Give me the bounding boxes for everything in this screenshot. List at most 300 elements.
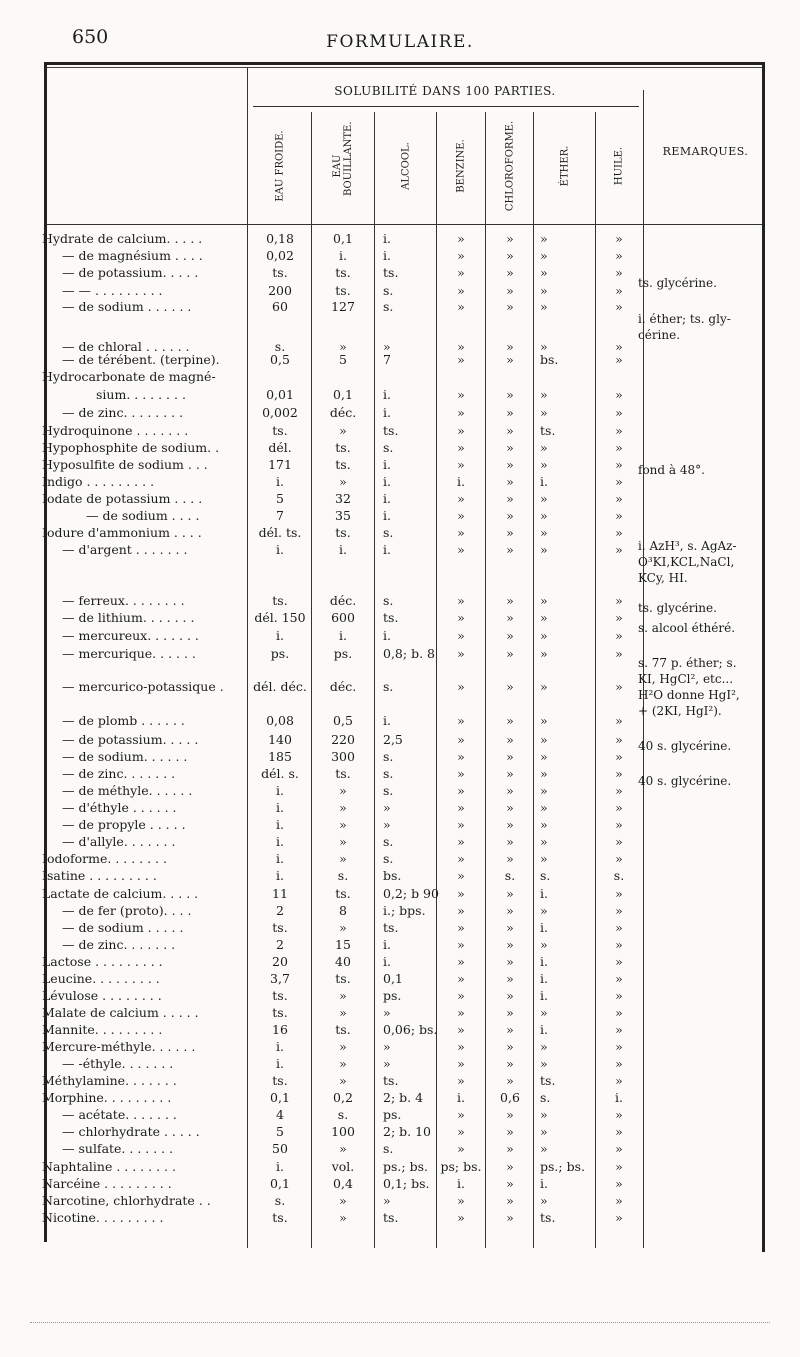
solubility-cell-huile: »	[615, 542, 623, 557]
table-top-rule-thin	[46, 67, 764, 68]
table-row	[0, 1175, 800, 1192]
solubility-cell-huile: »	[615, 1210, 623, 1225]
solubility-cell-chloroforme: »	[506, 339, 514, 354]
solubility-cell-huile: »	[615, 231, 623, 246]
solubility-cell-chloroforme: »	[506, 1176, 514, 1191]
compound-name: — de méthyle. . . . . .	[62, 783, 193, 798]
solubility-cell-éther: »	[540, 283, 548, 298]
table-row	[0, 1004, 800, 1021]
solubility-cell-eau-bouillante: ts.	[335, 1022, 351, 1037]
solubility-cell-benzine: »	[457, 299, 465, 314]
solubility-cell-eau-bouillante: 0,1	[333, 231, 353, 246]
solubility-cell-benzine: »	[457, 1039, 465, 1054]
table-row	[0, 833, 800, 850]
solubility-cell-eau-bouillante: déc.	[329, 593, 357, 608]
solubility-cell-alcool: ps.	[383, 1107, 402, 1122]
compound-name: Lactose . . . . . . . . .	[42, 954, 163, 969]
page-number: 650	[72, 26, 109, 48]
solubility-cell-chloroforme: »	[506, 783, 514, 798]
solubility-cell-chloroforme: »	[506, 679, 514, 694]
solubility-cell-chloroforme: »	[506, 525, 514, 540]
solubility-cell-chloroforme: »	[506, 1107, 514, 1122]
solubility-cell-benzine: »	[457, 423, 465, 438]
solubility-cell-chloroforme: »	[506, 766, 514, 781]
table-row	[0, 919, 800, 936]
compound-name: Naphtaline . . . . . . . .	[42, 1159, 176, 1174]
solubility-cell-chloroforme: »	[506, 457, 514, 472]
solubility-cell-alcool: »	[383, 800, 391, 815]
compound-name: — de sodium . . . . .	[62, 920, 184, 935]
solubility-cell-éther: »	[540, 851, 548, 866]
solubility-cell-alcool: i.	[383, 231, 391, 246]
remark-text: i. éther; ts. gly- cérine.	[638, 312, 731, 342]
solubility-cell-eau-bouillante: »	[339, 1005, 347, 1020]
col-header-eau-bouillante	[313, 112, 373, 220]
solubility-cell-benzine: »	[457, 988, 465, 1003]
solubility-cell-éther: s.	[540, 1090, 551, 1105]
solubility-cell-chloroforme: »	[506, 1159, 514, 1174]
solubility-cell-alcool: i.	[383, 954, 391, 969]
solubility-cell-benzine: »	[457, 231, 465, 246]
solubility-cell-eau-bouillante: 0,4	[333, 1176, 353, 1191]
solubility-cell-benzine: »	[457, 248, 465, 263]
table-row	[0, 1055, 800, 1072]
col-header-label: HUILE.	[613, 146, 625, 186]
solubility-cell-alcool: i.; bps.	[383, 903, 426, 918]
solubility-cell-eau-froide: 4	[276, 1107, 284, 1122]
solubility-cell-eau-froide: 140	[268, 732, 292, 747]
compound-name: — ferreux. . . . . . . .	[62, 593, 185, 608]
solubility-cell-eau-froide: 2	[276, 937, 284, 952]
solubility-cell-huile: »	[615, 1056, 623, 1071]
solubility-cell-eau-bouillante: 8	[339, 903, 347, 918]
table-row	[0, 490, 800, 507]
solubility-cell-alcool: s.	[383, 440, 394, 455]
solubility-cell-benzine: »	[457, 646, 465, 661]
solubility-cell-eau-froide: dél. s.	[261, 766, 299, 781]
solubility-cell-huile: »	[615, 1005, 623, 1020]
compound-name: Hydroquinone . . . . . . .	[42, 423, 189, 438]
table-row	[0, 1021, 800, 1038]
solubility-cell-eau-bouillante: i.	[339, 542, 347, 557]
solubility-cell-benzine: »	[457, 525, 465, 540]
solubility-cell-eau-bouillante: »	[339, 817, 347, 832]
solubility-cell-chloroforme: »	[506, 491, 514, 506]
solubility-cell-chloroforme: »	[506, 800, 514, 815]
solubility-cell-huile: »	[615, 646, 623, 661]
solubility-cell-eau-froide: ts.	[272, 423, 288, 438]
col-header-label: ALCOOL.	[400, 142, 412, 190]
solubility-cell-eau-bouillante: 0,1	[333, 387, 353, 402]
solubility-cell-chloroforme: »	[506, 1005, 514, 1020]
table-row	[0, 507, 800, 524]
solubility-cell-huile: »	[615, 352, 623, 367]
solubility-cell-chloroforme: »	[506, 423, 514, 438]
solubility-cell-éther: i.	[540, 988, 548, 1003]
group-header-rule	[253, 106, 639, 107]
solubility-cell-eau-froide: ps.	[270, 646, 290, 661]
solubility-cell-benzine: »	[457, 628, 465, 643]
solubility-cell-éther: ps.; bs.	[540, 1159, 585, 1174]
solubility-cell-eau-froide: 0,01	[266, 387, 294, 402]
solubility-cell-huile: »	[615, 1176, 623, 1191]
solubility-cell-éther: i.	[540, 971, 548, 986]
solubility-cell-eau-froide: i.	[276, 868, 284, 883]
solubility-cell-alcool: i.	[383, 491, 391, 506]
remark-text: ts. glycérine.	[638, 601, 717, 615]
solubility-cell-benzine: »	[457, 265, 465, 280]
compound-name: Iodure d'ammonium . . . .	[42, 525, 202, 540]
solubility-cell-benzine: »	[457, 339, 465, 354]
table-row	[0, 816, 800, 833]
solubility-cell-huile: »	[615, 800, 623, 815]
solubility-cell-chloroforme: »	[506, 1022, 514, 1037]
solubility-cell-chloroforme: »	[506, 299, 514, 314]
solubility-cell-chloroforme: »	[506, 474, 514, 489]
solubility-cell-éther: »	[540, 1124, 548, 1139]
solubility-cell-eau-froide: 3,7	[270, 971, 290, 986]
solubility-cell-eau-bouillante: »	[339, 834, 347, 849]
solubility-cell-huile: »	[615, 1141, 623, 1156]
solubility-cell-eau-bouillante: 15	[335, 937, 351, 952]
solubility-cell-éther: »	[540, 1039, 548, 1054]
compound-name: Hydrocarbonate de magné-	[42, 369, 216, 384]
solubility-cell-eau-bouillante: s.	[337, 868, 349, 883]
solubility-cell-huile: s.	[613, 868, 625, 883]
solubility-cell-eau-froide: i.	[276, 542, 284, 557]
solubility-cell-chloroforme: »	[506, 954, 514, 969]
table-row	[0, 953, 800, 970]
solubility-cell-chloroforme: »	[506, 971, 514, 986]
compound-name: — de zinc. . . . . . .	[62, 937, 176, 952]
solubility-cell-chloroforme: »	[506, 283, 514, 298]
solubility-cell-eau-froide: i.	[276, 1056, 284, 1071]
solubility-cell-chloroforme: »	[506, 440, 514, 455]
solubility-cell-alcool: i.	[383, 628, 391, 643]
solubility-cell-eau-bouillante: s.	[337, 1107, 349, 1122]
solubility-cell-eau-bouillante: »	[339, 423, 347, 438]
solubility-cell-alcool: 2; b. 10	[383, 1124, 431, 1139]
solubility-cell-huile: »	[615, 299, 623, 314]
table-top-rule	[46, 62, 764, 65]
solubility-cell-huile: »	[615, 1039, 623, 1054]
solubility-cell-éther: »	[540, 713, 548, 728]
solubility-cell-eau-froide: 5	[276, 491, 284, 506]
remark-text: i. AzH³, s. AgAz- O³KI,KCL,NaCl, KCy, HI.	[638, 539, 737, 585]
solubility-cell-eau-froide: 185	[268, 749, 292, 764]
solubility-cell-eau-froide: i.	[276, 783, 284, 798]
solubility-cell-éther: »	[540, 766, 548, 781]
solubility-cell-huile: »	[615, 1193, 623, 1208]
solubility-cell-alcool: ts.	[383, 610, 399, 625]
compound-name: Narcotine, chlorhydrate . .	[42, 1193, 211, 1208]
solubility-cell-eau-bouillante: »	[339, 339, 347, 354]
col-header-huile	[597, 112, 641, 220]
compound-name: — de propyle . . . . .	[62, 817, 186, 832]
table-row	[0, 1140, 800, 1157]
solubility-cell-éther: ts.	[540, 1073, 556, 1088]
solubility-cell-éther: »	[540, 628, 548, 643]
solubility-cell-benzine: »	[457, 868, 465, 883]
solubility-cell-éther: »	[540, 834, 548, 849]
compound-name: — de potassium. . . . .	[62, 265, 199, 280]
solubility-cell-chloroforme: »	[506, 713, 514, 728]
solubility-cell-eau-froide: ts.	[272, 1210, 288, 1225]
solubility-cell-eau-froide: 0,18	[266, 231, 294, 246]
compound-name: — de fer (proto). . . .	[62, 903, 192, 918]
solubility-cell-huile: »	[615, 937, 623, 952]
compound-name: Hyposulfite de sodium . . .	[42, 457, 208, 472]
solubility-cell-huile: »	[615, 766, 623, 781]
solubility-cell-huile: »	[615, 283, 623, 298]
solubility-cell-chloroforme: »	[506, 628, 514, 643]
solubility-cell-benzine: »	[457, 1022, 465, 1037]
solubility-cell-benzine: »	[457, 783, 465, 798]
table-row	[0, 799, 800, 816]
solubility-cell-huile: »	[615, 405, 623, 420]
compound-name: — de zinc. . . . . . .	[62, 766, 176, 781]
compound-name: — de plomb . . . . . .	[62, 713, 185, 728]
solubility-cell-huile: »	[615, 713, 623, 728]
solubility-cell-eau-bouillante: i.	[339, 628, 347, 643]
solubility-cell-huile: »	[615, 954, 623, 969]
compound-name: Hypophosphite de sodium. .	[42, 440, 220, 455]
solubility-cell-eau-bouillante: ps.	[333, 646, 353, 661]
solubility-cell-eau-froide: 5	[276, 1124, 284, 1139]
solubility-cell-chloroforme: »	[506, 593, 514, 608]
solubility-cell-eau-froide: 50	[272, 1141, 288, 1156]
solubility-cell-éther: »	[540, 1141, 548, 1156]
solubility-cell-éther: ts.	[540, 1210, 556, 1225]
table-row	[0, 1123, 800, 1140]
table-row	[0, 1038, 800, 1055]
solubility-cell-benzine: »	[457, 851, 465, 866]
solubility-cell-huile: »	[615, 265, 623, 280]
compound-name: Malate de calcium . . . . .	[42, 1005, 199, 1020]
solubility-cell-alcool: i.	[383, 405, 391, 420]
solubility-cell-éther: »	[540, 646, 548, 661]
footer-rule	[30, 1322, 770, 1324]
compound-name: Indigo . . . . . . . . .	[42, 474, 155, 489]
compound-name: — mercurique. . . . . .	[62, 646, 196, 661]
solubility-cell-alcool: i.	[383, 474, 391, 489]
solubility-cell-eau-froide: 20	[272, 954, 288, 969]
solubility-cell-huile: »	[615, 1107, 623, 1122]
col-header-ether	[535, 112, 595, 220]
solubility-cell-benzine: »	[457, 1124, 465, 1139]
solubility-cell-alcool: »	[383, 817, 391, 832]
compound-name: — -éthyle. . . . . . .	[62, 1056, 174, 1071]
compound-name: Hydrate de calcium. . . . .	[42, 231, 203, 246]
col-header-label: EAU BOUILLANTE.	[332, 121, 354, 196]
solubility-cell-eau-froide: s.	[274, 339, 286, 354]
compound-name: — de magnésium . . . .	[62, 248, 203, 263]
solubility-cell-éther: i.	[540, 920, 548, 935]
solubility-cell-eau-bouillante: 300	[331, 749, 355, 764]
solubility-cell-chloroforme: »	[506, 508, 514, 523]
solubility-cell-eau-froide: 200	[268, 283, 292, 298]
solubility-cell-benzine: »	[457, 1056, 465, 1071]
solubility-cell-benzine: »	[457, 1073, 465, 1088]
solubility-cell-chloroforme: »	[506, 749, 514, 764]
solubility-cell-benzine: »	[457, 817, 465, 832]
solubility-cell-eau-froide: i.	[276, 1039, 284, 1054]
solubility-cell-chloroforme: »	[506, 920, 514, 935]
solubility-cell-alcool: ps.; bs.	[383, 1159, 428, 1174]
solubility-cell-éther: »	[540, 231, 548, 246]
solubility-cell-eau-bouillante: 127	[331, 299, 355, 314]
solubility-cell-alcool: s.	[383, 525, 394, 540]
solubility-cell-eau-bouillante: »	[339, 920, 347, 935]
table-row	[0, 247, 800, 264]
solubility-cell-éther: i.	[540, 1176, 548, 1191]
remark-text: 40 s. glycérine.	[638, 774, 732, 788]
solubility-cell-benzine: »	[457, 749, 465, 764]
solubility-cell-alcool: 0,2; b 90	[383, 886, 439, 901]
remarks-header: REMARQUES.	[662, 145, 749, 158]
solubility-cell-eau-bouillante: ts.	[335, 525, 351, 540]
solubility-cell-benzine: »	[457, 937, 465, 952]
solubility-cell-alcool: i.	[383, 713, 391, 728]
solubility-cell-eau-froide: 0,1	[270, 1176, 290, 1191]
col-header-label: CHLOROFORME.	[504, 120, 516, 212]
solubility-cell-eau-bouillante: 35	[335, 508, 351, 523]
solubility-cell-chloroforme: »	[506, 542, 514, 557]
solubility-cell-alcool: 0,1; bs.	[383, 1176, 430, 1191]
remark-text: s. 77 p. éther; s. KI, HgCl², etc... H²O donne HgI², + (2KI, HgI²).	[638, 656, 740, 718]
table-row	[0, 1192, 800, 1209]
solubility-group-title: SOLUBILITÉ DANS 100 PARTIES.	[334, 84, 556, 98]
solubility-cell-benzine: »	[457, 920, 465, 935]
solubility-cell-eau-bouillante: »	[339, 1210, 347, 1225]
solubility-cell-chloroforme: »	[506, 352, 514, 367]
solubility-cell-eau-froide: ts.	[272, 920, 288, 935]
compound-name: — mercureux. . . . . . .	[62, 628, 199, 643]
solubility-cell-alcool: s.	[383, 766, 394, 781]
table-row	[0, 386, 800, 403]
solubility-cell-huile: »	[615, 988, 623, 1003]
compound-name: Iodoforme. . . . . . . .	[42, 851, 167, 866]
solubility-cell-alcool: ts.	[383, 920, 399, 935]
solubility-cell-huile: »	[615, 525, 623, 540]
solubility-cell-eau-froide: 2	[276, 903, 284, 918]
table-row	[0, 1209, 800, 1226]
solubility-cell-alcool: i.	[383, 542, 391, 557]
compound-name: Mercure-méthyle. . . . . .	[42, 1039, 196, 1054]
solubility-cell-eau-froide: 0,08	[266, 713, 294, 728]
solubility-cell-chloroforme: »	[506, 1073, 514, 1088]
solubility-cell-huile: »	[615, 248, 623, 263]
solubility-cell-chloroforme: »	[506, 1056, 514, 1071]
solubility-cell-huile: »	[615, 851, 623, 866]
solubility-cell-benzine: »	[457, 971, 465, 986]
solubility-cell-éther: »	[540, 903, 548, 918]
table-row	[0, 1106, 800, 1123]
compound-name: Méthylamine. . . . . . .	[42, 1073, 177, 1088]
solubility-cell-benzine: »	[457, 610, 465, 625]
solubility-cell-alcool: »	[383, 339, 391, 354]
compound-name: sium. . . . . . . .	[96, 387, 186, 402]
solubility-cell-chloroforme: »	[506, 1141, 514, 1156]
solubility-cell-éther: ts.	[540, 423, 556, 438]
solubility-cell-alcool: ts.	[383, 1210, 399, 1225]
solubility-cell-alcool: 2,5	[383, 732, 403, 747]
solubility-cell-alcool: i.	[383, 508, 391, 523]
solubility-cell-alcool: »	[383, 1039, 391, 1054]
col-header-benzine	[438, 112, 484, 220]
solubility-cell-benzine: »	[457, 834, 465, 849]
solubility-cell-alcool: 2; b. 4	[383, 1090, 424, 1105]
solubility-cell-eau-froide: i.	[276, 817, 284, 832]
solubility-cell-benzine: ps; bs.	[440, 1159, 482, 1174]
solubility-cell-eau-bouillante: »	[339, 1073, 347, 1088]
solubility-cell-éther: »	[540, 491, 548, 506]
compound-name: — de sodium. . . . . .	[62, 749, 188, 764]
compound-name: Mannite. . . . . . . . .	[42, 1022, 163, 1037]
solubility-cell-éther: »	[540, 593, 548, 608]
solubility-cell-eau-froide: i.	[276, 800, 284, 815]
solubility-cell-huile: »	[615, 1022, 623, 1037]
solubility-cell-benzine: i.	[457, 1176, 465, 1191]
solubility-cell-huile: »	[615, 1159, 623, 1174]
solubility-cell-éther: »	[540, 937, 548, 952]
solubility-cell-eau-froide: 7	[276, 508, 284, 523]
solubility-cell-eau-froide: 0,1	[270, 1090, 290, 1105]
solubility-cell-eau-bouillante: »	[339, 800, 347, 815]
solubility-cell-benzine: i.	[457, 1090, 465, 1105]
table-row	[0, 230, 800, 247]
solubility-cell-huile: »	[615, 457, 623, 472]
solubility-cell-alcool: ts.	[383, 423, 399, 438]
solubility-cell-huile: »	[615, 610, 623, 625]
solubility-cell-éther: »	[540, 542, 548, 557]
solubility-cell-alcool: ps.	[383, 988, 402, 1003]
solubility-cell-alcool: bs.	[383, 868, 402, 883]
solubility-cell-chloroforme: »	[506, 1124, 514, 1139]
solubility-cell-eau-froide: dél. ts.	[258, 525, 302, 540]
solubility-cell-benzine: »	[457, 1210, 465, 1225]
solubility-cell-benzine: »	[457, 1107, 465, 1122]
compound-name: — de lithium. . . . . . .	[62, 610, 195, 625]
solubility-cell-éther: »	[540, 508, 548, 523]
solubility-cell-alcool: s.	[383, 749, 394, 764]
solubility-cell-eau-froide: i.	[276, 628, 284, 643]
solubility-cell-chloroforme: »	[506, 231, 514, 246]
solubility-cell-eau-bouillante: »	[339, 1193, 347, 1208]
col-header-label: EAU FROIDE.	[274, 130, 286, 202]
solubility-cell-éther: »	[540, 405, 548, 420]
solubility-cell-huile: »	[615, 834, 623, 849]
solubility-cell-eau-froide: ts.	[272, 265, 288, 280]
solubility-cell-benzine: »	[457, 1005, 465, 1020]
solubility-cell-chloroforme: »	[506, 405, 514, 420]
solubility-cell-eau-froide: i.	[276, 851, 284, 866]
solubility-cell-huile: »	[615, 423, 623, 438]
col-header-chloroforme	[487, 112, 533, 220]
solubility-cell-alcool: s.	[383, 593, 394, 608]
compound-name: Leucine. . . . . . . . .	[42, 971, 160, 986]
solubility-cell-alcool: ts.	[383, 1073, 399, 1088]
solubility-cell-éther: »	[540, 299, 548, 314]
solubility-cell-huile: »	[615, 491, 623, 506]
solubility-cell-chloroforme: »	[506, 1193, 514, 1208]
solubility-cell-benzine: »	[457, 387, 465, 402]
table-row	[0, 936, 800, 953]
solubility-cell-alcool: s.	[383, 783, 394, 798]
col-header-eau-froide	[250, 112, 310, 220]
compound-name: Iodate de potassium . . . .	[42, 491, 203, 506]
solubility-cell-chloroforme: »	[506, 937, 514, 952]
